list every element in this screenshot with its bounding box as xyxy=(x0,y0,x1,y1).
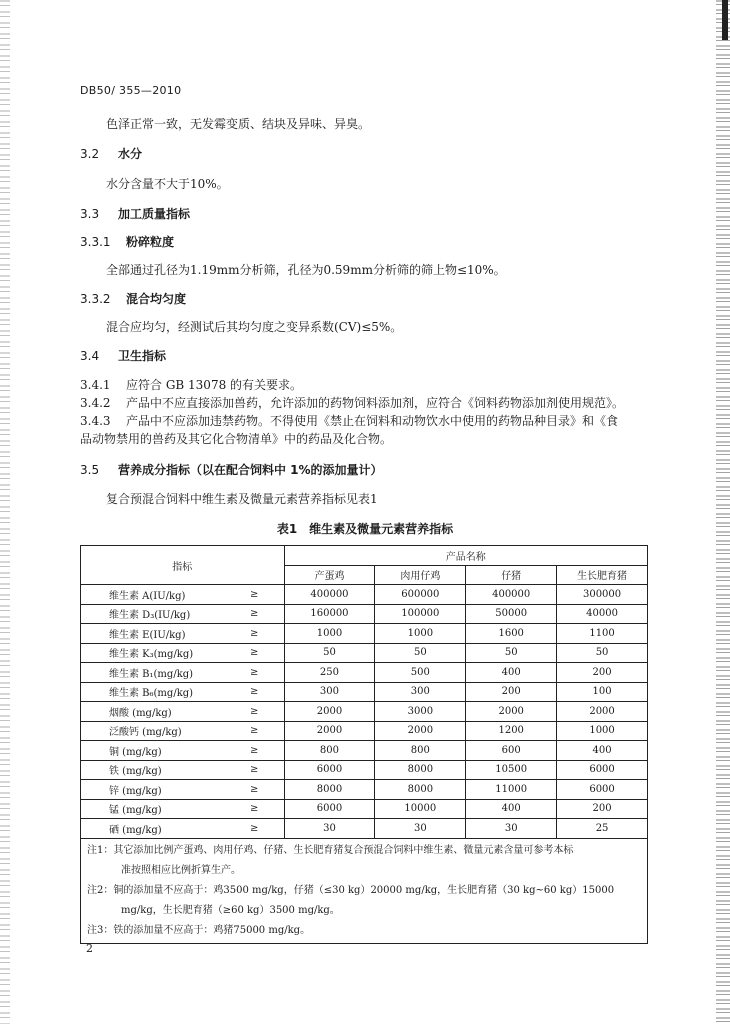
table-note: 准按照相应比例折算生产。 xyxy=(121,864,241,876)
value-cell: 6000 xyxy=(284,799,375,819)
table-notes-row xyxy=(81,838,648,943)
value-cell: 500 xyxy=(375,663,466,683)
table-header-row xyxy=(81,546,648,566)
indicator-name: 锌 (mg/kg) xyxy=(81,780,251,800)
value-cell: 2000 xyxy=(557,702,648,722)
ge-symbol: ≥ xyxy=(250,604,284,624)
value-cell: 200 xyxy=(557,799,648,819)
paragraph-particle-size: 全部通过孔径为1.19mm分析筛，孔径为0.59mm分析筛的筛上物≤10%。 xyxy=(106,263,506,277)
value-cell: 100000 xyxy=(375,604,466,624)
table-row xyxy=(81,819,648,839)
value-cell: 2000 xyxy=(375,721,466,741)
paragraph-moisture: 水分含量不大于10%。 xyxy=(106,177,229,191)
table-row xyxy=(81,682,648,702)
value-cell: 2000 xyxy=(284,702,375,722)
value-cell: 25 xyxy=(557,819,648,839)
table-row xyxy=(81,741,648,761)
ge-symbol: ≥ xyxy=(250,741,284,761)
scan-edge-left xyxy=(0,0,10,1024)
paragraph-table-reference: 复合预混合饲料中维生素及微量元素营养指标见表1 xyxy=(106,492,378,506)
section-3-3-2 xyxy=(80,290,186,307)
section-title: 加工质量指标 xyxy=(118,207,191,221)
value-cell: 600000 xyxy=(375,585,466,605)
value-cell: 30 xyxy=(284,819,375,839)
indicator-name: 铜 (mg/kg) xyxy=(81,741,251,761)
value-cell: 100 xyxy=(557,682,648,702)
value-cell: 1000 xyxy=(375,624,466,644)
ge-symbol: ≥ xyxy=(250,819,284,839)
clause-number: 3.4.3 xyxy=(80,414,111,428)
value-cell: 8000 xyxy=(375,780,466,800)
section-3-3 xyxy=(80,205,190,222)
value-cell: 400 xyxy=(466,663,557,683)
paragraph-mixing: 混合应均匀，经测试后其均匀度之变异系数(CV)≤5%。 xyxy=(106,320,403,334)
table-note: mg/kg，生长肥育猪（≥60 kg）3500 mg/kg。 xyxy=(121,904,340,916)
clause-3-4-2 xyxy=(80,394,624,411)
clause-3-4-3-continued: 品动物禁用的兽药及其它化合物清单》中的药品及化合物。 xyxy=(80,432,393,446)
table-row xyxy=(81,760,648,780)
value-cell: 10000 xyxy=(375,799,466,819)
value-cell: 1200 xyxy=(466,721,557,741)
value-cell: 300 xyxy=(375,682,466,702)
ge-symbol: ≥ xyxy=(250,643,284,663)
indicator-name: 维生素 B₁(mg/kg) xyxy=(81,663,251,683)
table-row xyxy=(81,780,648,800)
section-number: 3.3 xyxy=(80,207,100,221)
value-cell: 1100 xyxy=(557,624,648,644)
value-cell: 300000 xyxy=(557,585,648,605)
clause-text: 应符合 GB 13078 的有关要求。 xyxy=(126,378,303,392)
paragraph-color: 色泽正常一致，无发霉变质、结块及异味、异臭。 xyxy=(106,117,371,131)
section-3-2 xyxy=(80,145,142,162)
clause-3-4-1 xyxy=(80,376,302,393)
value-cell: 800 xyxy=(375,741,466,761)
column-header: 生长肥育猪 xyxy=(557,565,648,585)
value-cell: 50 xyxy=(466,643,557,663)
indicator-name: 维生素 A(IU/kg) xyxy=(81,585,251,605)
clause-text: 产品中不应直接添加兽药，允许添加的药物饲料添加剂，应符合《饲料药物添加剂使用规范》。 xyxy=(126,396,625,410)
value-cell: 50000 xyxy=(466,604,557,624)
section-number: 3.3.1 xyxy=(80,235,111,249)
value-cell: 3000 xyxy=(375,702,466,722)
column-header: 仔猪 xyxy=(466,565,557,585)
ge-symbol: ≥ xyxy=(250,702,284,722)
section-3-5 xyxy=(80,461,383,478)
section-title: 混合均匀度 xyxy=(126,292,187,306)
section-title: 粉碎粒度 xyxy=(126,235,175,249)
indicator-name: 维生素 E(IU/kg) xyxy=(81,624,251,644)
clause-3-4-3 xyxy=(80,412,618,429)
ge-symbol: ≥ xyxy=(250,682,284,702)
table-row xyxy=(81,585,648,605)
nutrition-table xyxy=(80,545,648,944)
table-row xyxy=(81,604,648,624)
clause-number: 3.4.2 xyxy=(80,396,111,410)
section-number: 3.5 xyxy=(80,463,100,477)
value-cell: 400 xyxy=(557,741,648,761)
value-cell: 50 xyxy=(284,643,375,663)
indicator-name: 烟酸 (mg/kg) xyxy=(81,702,251,722)
section-title: 水分 xyxy=(118,147,143,161)
value-cell: 400000 xyxy=(466,585,557,605)
table-row xyxy=(81,643,648,663)
section-title: 卫生指标 xyxy=(118,349,167,363)
scan-edge-mark xyxy=(722,0,728,40)
value-cell: 160000 xyxy=(284,604,375,624)
table-row xyxy=(81,799,648,819)
table-row xyxy=(81,721,648,741)
value-cell: 40000 xyxy=(557,604,648,624)
table-note: 注2：铜的添加量不应高于：鸡3500 mg/kg，仔猪（≤30 kg）20000 mg/kg，生长肥育猪（30 kg~60 kg）15000 xyxy=(87,884,615,896)
value-cell: 30 xyxy=(375,819,466,839)
section-3-4 xyxy=(80,347,166,364)
section-number: 3.2 xyxy=(80,147,100,161)
table-notes xyxy=(81,838,648,943)
indicator-name: 泛酸钙 (mg/kg) xyxy=(81,721,251,741)
table-note: 注3：铁的添加量不应高于：鸡猪75000 mg/kg。 xyxy=(87,924,311,936)
value-cell: 600 xyxy=(466,741,557,761)
table-caption: 表1 维生素及微量元素营养指标 xyxy=(276,522,454,536)
value-cell: 200 xyxy=(557,663,648,683)
clause-text: 产品中不应添加违禁药物。不得使用《禁止在饲料和动物饮水中使用的药物品种目录》和《食 xyxy=(126,414,619,428)
indicator-name: 维生素 B₆(mg/kg) xyxy=(81,682,251,702)
ge-symbol: ≥ xyxy=(250,585,284,605)
value-cell: 2000 xyxy=(466,702,557,722)
ge-symbol: ≥ xyxy=(250,799,284,819)
table-row xyxy=(81,663,648,683)
value-cell: 1000 xyxy=(284,624,375,644)
value-cell: 8000 xyxy=(375,760,466,780)
table-note: 注1：其它添加比例产蛋鸡、肉用仔鸡、仔猪、生长肥育猪复合预混合饲料中维生素、微量元素含量可参考本标 xyxy=(87,844,574,856)
section-title: 营养成分指标（以在配合饲料中 1%的添加量计） xyxy=(118,463,383,477)
ge-symbol: ≥ xyxy=(250,624,284,644)
indicator-name: 维生素 D₃(IU/kg) xyxy=(81,604,251,624)
value-cell: 2000 xyxy=(284,721,375,741)
indicator-name: 维生素 K₃(mg/kg) xyxy=(81,643,251,663)
section-3-3-1 xyxy=(80,233,174,250)
value-cell: 50 xyxy=(375,643,466,663)
value-cell: 6000 xyxy=(557,780,648,800)
section-number: 3.3.2 xyxy=(80,292,111,306)
indicator-name: 硒 (mg/kg) xyxy=(81,819,251,839)
indicator-name: 锰 (mg/kg) xyxy=(81,799,251,819)
indicator-name: 铁 (mg/kg) xyxy=(81,760,251,780)
value-cell: 400000 xyxy=(284,585,375,605)
ge-symbol: ≥ xyxy=(250,721,284,741)
header-indicator: 指标 xyxy=(81,546,285,585)
table-row xyxy=(81,702,648,722)
ge-symbol: ≥ xyxy=(250,780,284,800)
value-cell: 200 xyxy=(466,682,557,702)
document-header: DB50/ 355—2010 xyxy=(80,84,182,97)
column-header: 产蛋鸡 xyxy=(284,565,375,585)
section-number: 3.4 xyxy=(80,349,100,363)
value-cell: 6000 xyxy=(284,760,375,780)
clause-number: 3.4.1 xyxy=(80,378,111,392)
header-product-name: 产品名称 xyxy=(284,546,647,566)
value-cell: 6000 xyxy=(557,760,648,780)
value-cell: 50 xyxy=(557,643,648,663)
value-cell: 30 xyxy=(466,819,557,839)
ge-symbol: ≥ xyxy=(250,663,284,683)
ge-symbol: ≥ xyxy=(250,760,284,780)
scan-edge-right xyxy=(716,0,730,1024)
value-cell: 800 xyxy=(284,741,375,761)
value-cell: 250 xyxy=(284,663,375,683)
value-cell: 8000 xyxy=(284,780,375,800)
value-cell: 400 xyxy=(466,799,557,819)
value-cell: 300 xyxy=(284,682,375,702)
table-row xyxy=(81,624,648,644)
value-cell: 1000 xyxy=(557,721,648,741)
value-cell: 11000 xyxy=(466,780,557,800)
page-number: 2 xyxy=(86,942,93,955)
value-cell: 1600 xyxy=(466,624,557,644)
column-header: 肉用仔鸡 xyxy=(375,565,466,585)
value-cell: 10500 xyxy=(466,760,557,780)
